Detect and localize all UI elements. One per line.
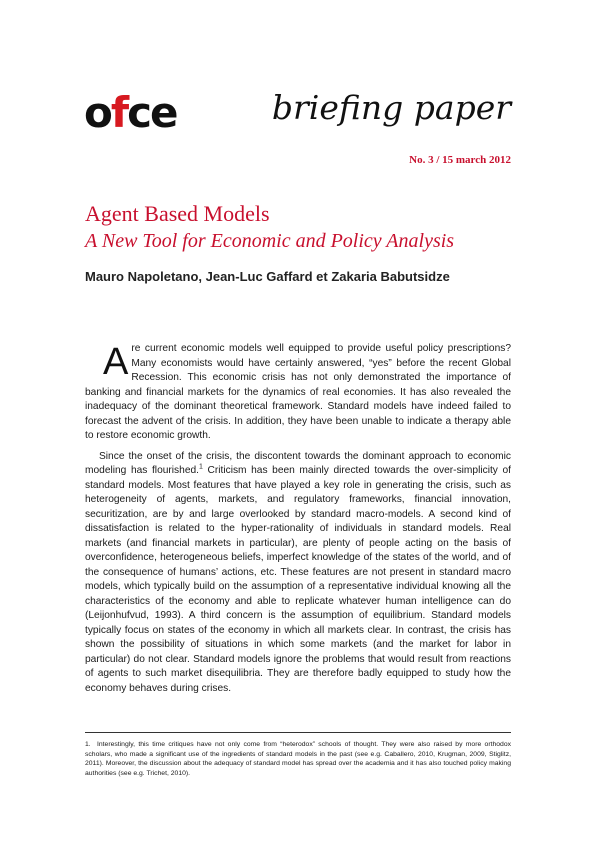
drop-cap: A bbox=[103, 341, 129, 383]
paragraph-2-rest: Criticism has been mainly directed towards the over-simplicity of standard models. Most features that have played a key role in generating the crisis, such as heterogeneity of agents, markets, and regulatory frameworks, financial innovation, securitization, are by and large overlooked by standard macro-models. A second kind of dissatisfaction is related to the hyper-rationality of individuals in standard models. Real markets (and financial markets in particular), are plenty of people acting on the basis of overconfidence, heterogeneous beliefs, imperfect knowledge of the states of the world, and of the consequence of humans’ actions, etc. These features are not present in standard macro models, which typically build on the assumption of a representative individual knowing all the characteristics of the economy and able to replicate whatever human intelligence can do (Leijonhufvud, 1993). A third concern is the assumption of equilibrium. Standard models typically focus on states of the economy in which all markets clear. In contrast, the crisis has shown the possibility of situations in which some markets (and the market for labor in particular) do not clear. Standard models ignore the problems that would result from reactions of agents to such market disequilibria. They are therefore badly equipped to study how the economy behaves during crises. bbox=[85, 465, 511, 694]
footnote-ref-1[interactable]: 1 bbox=[198, 463, 203, 471]
ofce-logo bbox=[84, 88, 177, 137]
paragraph-1-text: re current economic models well equipped to provide useful policy prescriptions? Many economists would have certainly answered, “yes” before the recent Global Recession. This economic crisis has not only demonstrated the importance of banking and financial markets for the dynamics of real economies. It has also revealed the inadequacy of the dominant theoretical framework. Standard models have indeed failed to forecast the advent of the crisis. In addition, they have been unable to indicate a therapy able to restore economic growth. bbox=[85, 343, 511, 441]
paragraph-2-start: Since the onset of the crisis, the discontent towards the dominant approach to economic modeling has flourished. bbox=[85, 450, 511, 476]
logo-letter-e: e bbox=[150, 88, 177, 137]
footnote-1 bbox=[85, 740, 511, 778]
paragraph-1 bbox=[85, 342, 511, 444]
article-title: Agent Based Models bbox=[85, 201, 270, 226]
article-subtitle: A New Tool for Economic and Policy Analysis bbox=[85, 230, 455, 252]
footnote-text: Interestingly, this time critiques have not only come from “heterodox” schools of thought. They were also raised by more orthodox scholars, who made a significant use of the ingredients of standard models in the past (see e.g. Caballero, 2010, Krugman, 2009, Stiglitz, 2011). Moreover, the discussion about the adequacy of standard model has spread over the academia and it has also touched policy making authorities (see e.g. Trichet, 2010). bbox=[85, 741, 511, 777]
briefing-paper-title: briefing paper bbox=[271, 88, 511, 127]
logo-letter-o: o bbox=[84, 88, 111, 137]
logo-letter-c: c bbox=[127, 88, 151, 137]
article-authors: Mauro Napoletano, Jean-Luc Gaffard et Zakaria Babutsidze bbox=[85, 269, 450, 284]
footnote-number: 1. bbox=[85, 741, 91, 748]
footnote-divider bbox=[85, 732, 511, 733]
logo-letter-f: f bbox=[110, 88, 128, 137]
issue-number: No. 3 / 15 march 2012 bbox=[409, 154, 511, 166]
paragraph-2 bbox=[85, 450, 511, 697]
article-body bbox=[85, 342, 511, 696]
